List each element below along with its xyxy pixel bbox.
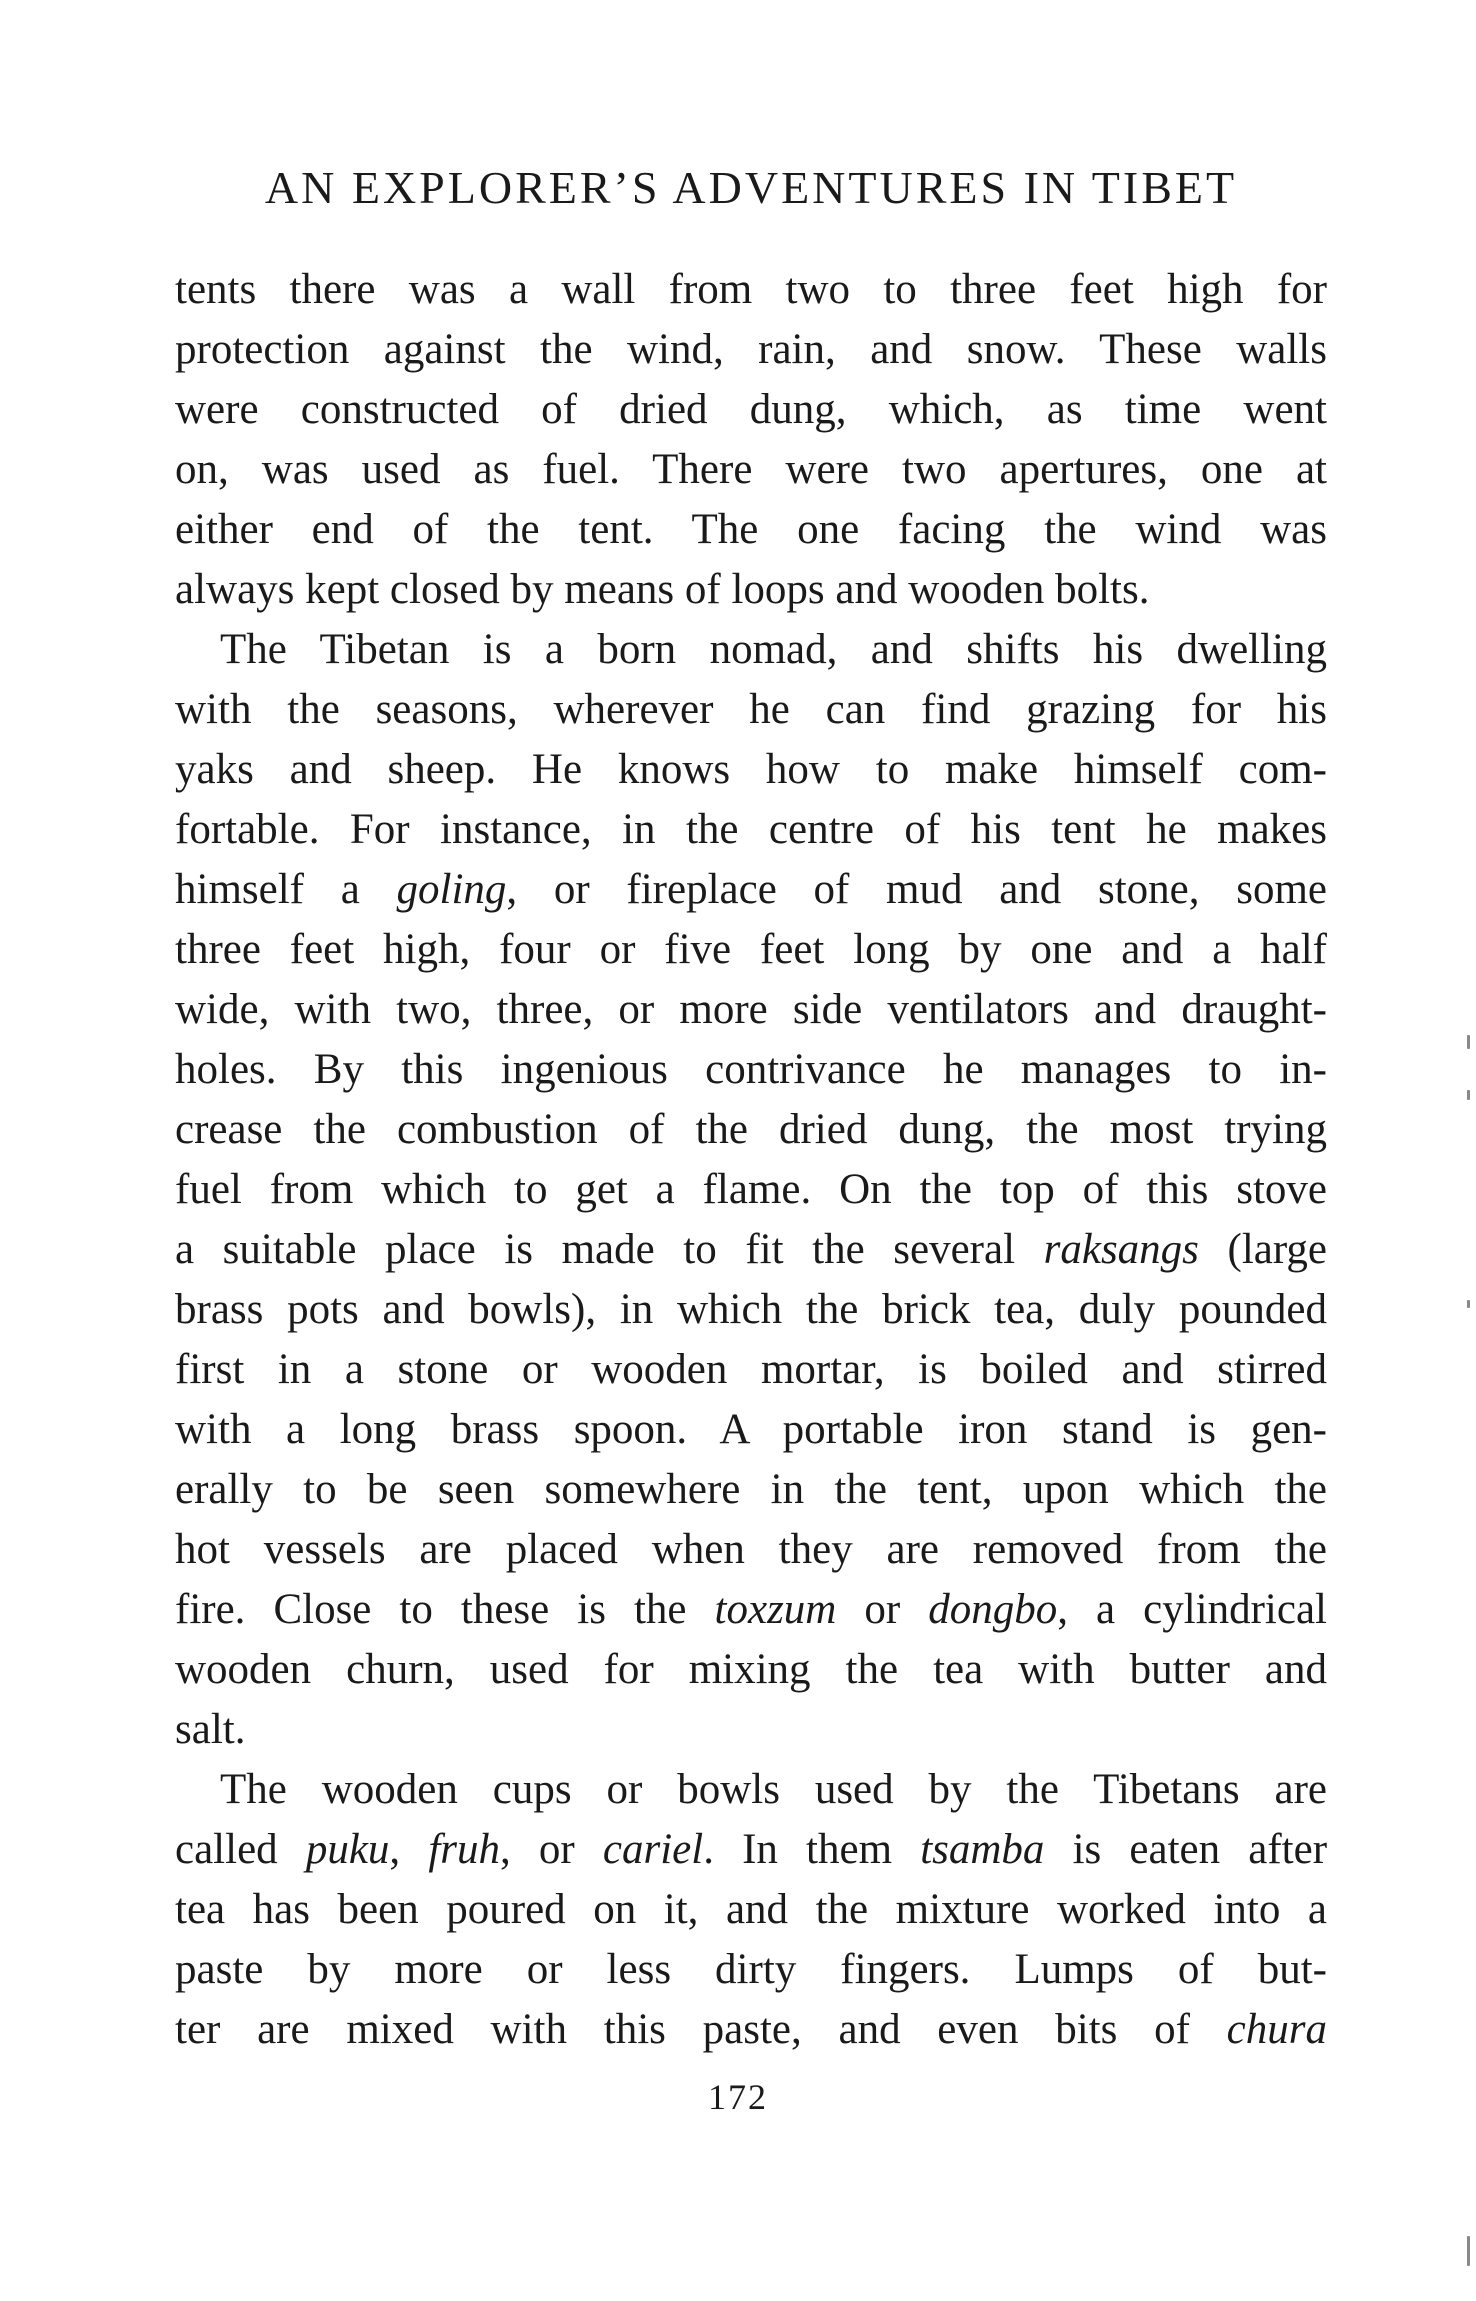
text-line: ter are mixed with this paste, and even bits of chura [175,2006,1327,2053]
text-line: either end of the tent. The one facing the wind was [175,506,1327,553]
paragraph [175,260,1327,620]
text-line: fortable. For instance, in the centre of his tent he makes [175,806,1327,853]
text-line: on, was used as fuel. There were two apertures, one at [175,446,1327,493]
text-line: tea has been poured on it, and the mixture worked into a [175,1886,1327,1933]
text-line: fuel from which to get a flame. On the top of this stove [175,1166,1327,1213]
text-line: three feet high, four or five feet long by one and a half [175,926,1327,973]
text-line: first in a stone or wooden mortar, is boiled and stirred [175,1346,1327,1393]
text-line: The Tibetan is a born nomad, and shifts his dwelling [220,626,1327,673]
edge-speck [1467,1090,1470,1100]
edge-speck [1467,1035,1470,1049]
text-line: fire. Close to these is the toxzum or dongbo, a cylindrical [175,1586,1327,1633]
text-line: a suitable place is made to fit the several raksangs (large [175,1226,1327,1273]
text-line: called puku, fruh, or cariel. In them tsamba is eaten after [175,1826,1328,1873]
text-line: tents there was a wall from two to three feet high for [175,266,1327,313]
text-line: always kept closed by means of loops and wooden bolts. [175,566,1150,613]
text-line: with a long brass spoon. A portable iron stand is gen- [175,1406,1327,1453]
edge-speck [1467,1300,1470,1308]
text-line: yaks and sheep. He knows how to make himself com- [175,746,1327,793]
text-line: brass pots and bowls), in which the brick tea, duly pounded [175,1286,1327,1333]
body-text [175,260,1327,2060]
text-line: protection against the wind, rain, and snow. These walls [175,326,1327,373]
text-line: with the seasons, wherever he can find grazing for his [175,686,1327,733]
text-line: The wooden cups or bowls used by the Tibetans are [220,1766,1327,1813]
text-line: crease the combustion of the dried dung, the most trying [175,1106,1327,1153]
text-line: salt. [175,1706,246,1753]
text-line: wooden churn, used for mixing the tea with butter and [175,1646,1327,1693]
text-line: were constructed of dried dung, which, as time went [175,386,1327,433]
page-number: 172 [708,2077,768,2117]
text-line: paste by more or less dirty fingers. Lumps of but- [175,1946,1327,1993]
text-line: holes. By this ingenious contrivance he manages to in- [175,1046,1327,1093]
text-line: wide, with two, three, or more side ventilators and draught- [175,986,1327,1033]
paragraph [175,620,1327,1760]
running-head: AN EXPLORER’S ADVENTURES IN TIBET [264,162,1238,213]
text-line: hot vessels are placed when they are removed from the [175,1526,1327,1573]
edge-speck [1467,2236,1470,2266]
text-line: erally to be seen somewhere in the tent, upon which the [175,1466,1327,1513]
text-line: himself a goling, or fireplace of mud and stone, some [175,866,1327,913]
paragraph [175,1760,1327,2060]
